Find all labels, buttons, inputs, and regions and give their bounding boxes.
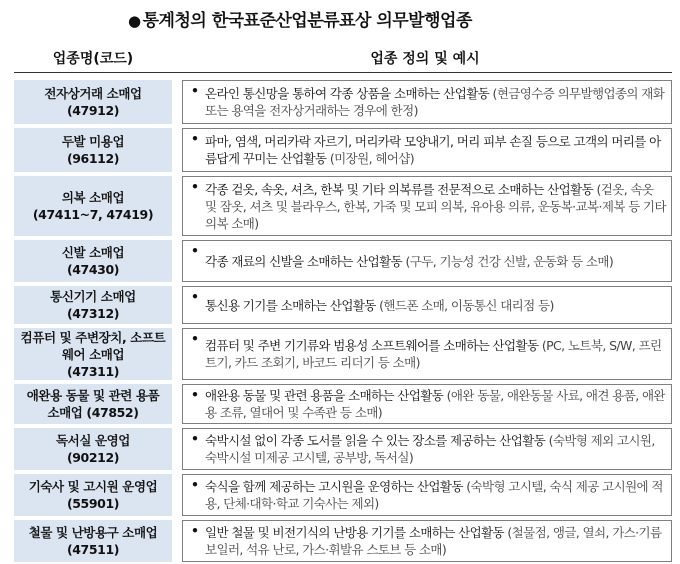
table-row [14,286,672,324]
industry-name: 컴퓨터 및 주변장치, 소프트웨어 소매업 [20,329,166,362]
definition-text: 일반 철물 및 비전기식의 난방용 기기를 소매하는 산업활동 [205,525,505,540]
table-row [14,240,672,282]
bullet-icon: • [191,387,199,402]
industry-definition-cell [182,80,672,124]
industry-name-cell [14,474,172,516]
table-row [14,176,672,236]
industry-name: 두발 미용업 [61,134,125,149]
definition-examples: (애완 동물, 애완동물 사료, 애견 용품, 애완용 조류, 열대어 및 수족관 등 소매) [205,388,665,420]
definition-examples: (숙박형 제외 고시원, 숙박시설 미제공 고시텔, 공부방, 독서실) [205,433,655,465]
table-row [14,128,672,172]
industry-name-cell [14,520,172,562]
industry-name: 의복 소매업 [61,190,125,205]
industry-name: 독서실 운영업 [55,433,130,448]
industry-definition-cell [182,128,672,172]
industry-definition-cell [182,428,672,470]
industry-name: 철물 및 난방용구 소매업 [28,525,158,540]
table-row [14,328,672,380]
industry-code: (47852) [86,405,139,420]
definition-examples: (미장원, 헤어샵) [329,151,415,166]
industry-name-cell [14,286,172,324]
industry-name: 통신기기 소매업 [50,289,136,304]
table-row [14,474,672,516]
header-definition-column: 업종 정의 및 예시 [370,51,480,67]
definition-examples: (겉옷, 속옷 및 잠옷, 셔츠 및 블라우스, 한복, 가죽 및 모피 의복, 유아용 의류, 운동복·교복·제복 등 기타 의복 소매) [205,181,666,231]
industry-definition-cell [182,520,672,562]
definition-text: 애완용 동물 및 관련 용품을 소매하는 산업활동 [205,388,444,403]
definition-examples: (숙박형 고시텔, 숙식 제공 고시원에 적용, 단체·대학·학교 기숙사는 제외) [205,479,663,511]
table-row [14,428,672,470]
definition-examples: (현금영수증 의무발행업종의 재화 또는 용역을 전자상거래하는 경우에 한정) [205,86,665,118]
bullet-icon: • [191,243,199,258]
industry-name-cell [14,240,172,282]
industry-name: 기숙사 및 고시원 운영업 [28,479,158,494]
bullet-icon: • [191,289,199,304]
table-row [14,384,672,424]
industry-code: (47311) [66,363,120,379]
definition-text: 각종 겉옷, 속옷, 셔츠, 한복 및 기타 의복류를 전문적으로 소매하는 산업활동 [205,181,594,197]
industry-code: (47411~7, 47419) [32,207,154,222]
industry-code: (47511) [66,542,120,557]
industry-name-cell [14,176,172,236]
industry-code: (90212) [66,450,120,465]
definition-text: 각종 재료의 신발을 소매하는 산업활동 [205,253,403,269]
industry-definition-cell [182,286,672,324]
table-row [14,80,672,124]
industry-definition-cell [182,240,672,282]
definition-text: 통신용 기기를 소매하는 산업활동 [205,297,376,313]
definition-examples: (PC, 노트북, S/W, 프린트기, 카드 조회기, 바코드 리더기 등 소매) [205,338,662,370]
industry-definition-cell [182,328,672,380]
industry-definition-cell [182,474,672,516]
title-text: 통계청의 한국표준산업분류표상 의무발행업종 [142,11,472,31]
header-code-column: 업종명(코드) [52,51,134,67]
definition-text: 온라인 통신망을 통하여 각종 상품을 소매하는 산업활동 [205,86,490,101]
industry-name-cell [14,80,172,124]
industry-code: (47912) [66,103,120,118]
bullet-icon: • [191,431,199,446]
definition-text: 컴퓨터 및 주변 기기류와 범용성 소프트웨어를 소매하는 산업활동 [205,338,539,353]
header-divider [14,72,672,73]
document-title [128,6,472,31]
industry-name-cell [14,328,172,380]
industry-table [14,80,672,562]
bullet-icon: • [191,477,199,492]
industry-code: (55901) [66,496,120,511]
bullet-icon: • [191,179,199,194]
industry-name-cell [14,428,172,470]
industry-definition-cell [182,176,672,236]
industry-code: (47312) [66,306,120,321]
bullet-icon: • [191,131,199,146]
definition-examples: (구두, 기능성 건강 신발, 운동화 등 소매) [405,253,614,269]
industry-code: (47430) [66,262,120,277]
definition-examples: (철물점, 앵글, 열쇠, 가스·기름 보일러, 석유 난로, 가스·휘발유 스토브 등 소매) [205,525,662,557]
industry-name: 신발 소매업 [61,245,125,260]
bullet-icon: • [191,523,199,538]
industry-name-cell [14,384,172,424]
industry-definition-cell [182,384,672,424]
industry-name-cell [14,128,172,172]
industry-name: 애완용 동물 및 관련 용품 소매업 [26,388,160,420]
title-bullet-icon: ● [128,12,141,30]
industry-name: 전자상거래 소매업 [44,86,142,101]
definition-text: 숙박시설 없이 각종 도서를 읽을 수 있는 장소를 제공하는 산업활동 [205,433,546,448]
bullet-icon: • [191,331,199,346]
definition-text: 파마, 염색, 머리카락 자르기, 머리카락 모양내기, 머리 피부 손질 등으로 고객의 머리를 아름답게 꾸미는 산업활동 [205,134,661,166]
bullet-icon: • [191,83,199,98]
industry-code: (96112) [66,151,120,166]
definition-text: 숙식을 함께 제공하는 고시원을 운영하는 산업활동 [205,479,463,494]
table-row [14,520,672,562]
definition-examples: (핸드폰 소매, 이동통신 대리점 등) [379,297,554,313]
